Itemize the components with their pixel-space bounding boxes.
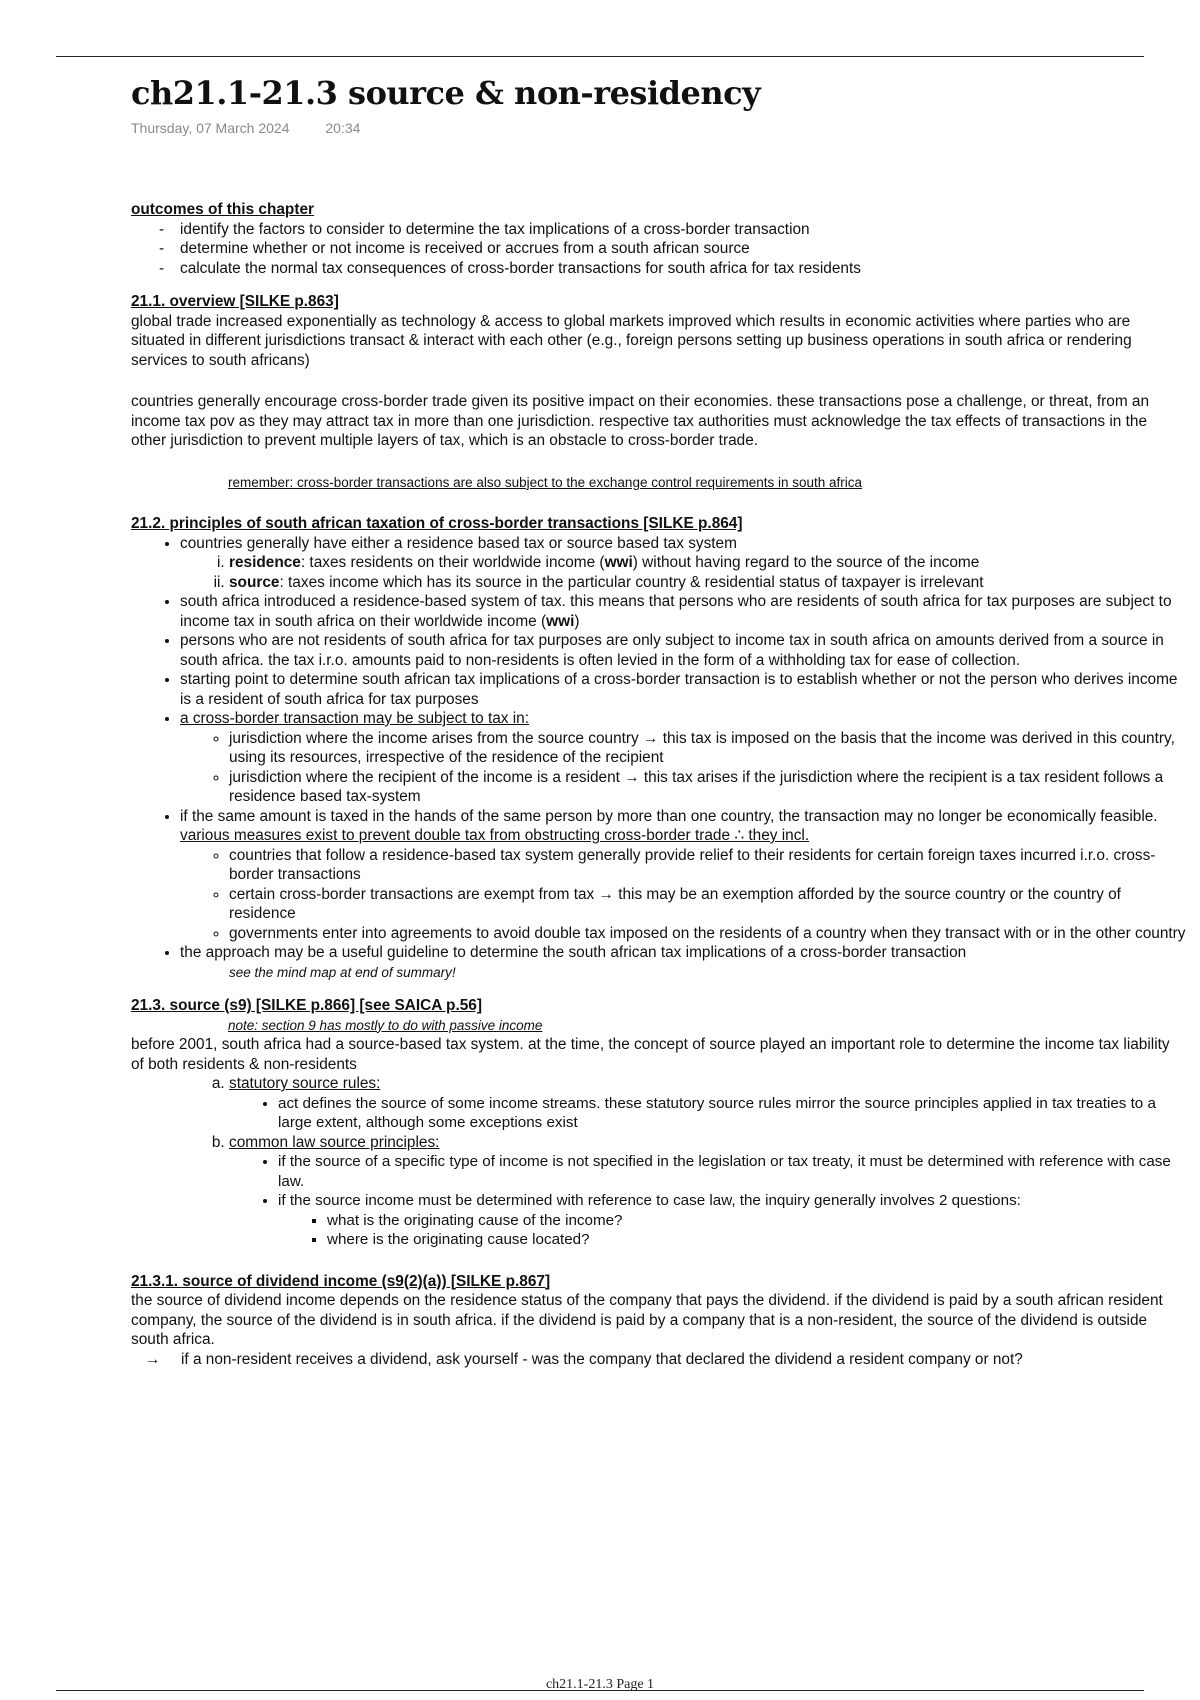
outcomes-list xyxy=(131,220,1186,279)
dividend-question: → if a non-resident receives a dividend, ask yourself - was the company that declared the dividend a resident company or not? xyxy=(145,1350,1023,1368)
list-item: ii. source: taxes income which has its source in the particular country & residential status of taxpayer is irrelevant xyxy=(229,573,1186,593)
list-item: a. statutory source rules: • act defines the source of some income streams. these statutory source rules mirror the source principles applied in tax treaties to a large extent, although some exceptions exist xyxy=(229,1074,1186,1133)
list-item: ▪ where is the originating cause located? xyxy=(327,1230,1186,1250)
list-item: - determine whether or not income is received or accrues from a south african source xyxy=(180,239,1186,259)
page-title: ch21.1-21.3 source & non-residency xyxy=(131,74,761,112)
arrow-icon: → xyxy=(145,1350,161,1368)
page-footer: ch21.1-21.3 Page 1 xyxy=(545,1677,655,1692)
list-item: • a cross-border transaction may be subject to tax in: ◦ jurisdiction where the income arises from the source country → this tax is imposed on the basis that the income was derived in this country, using its resources, irrespective of the residence of the recipient ◦ jurisdiction where the recipient of the income is a resident → this tax arises if the jurisdiction where the recipient is a tax resident follows a residence based tax-system xyxy=(180,709,1186,807)
principles-list xyxy=(131,534,1186,983)
note-body xyxy=(131,200,1186,1369)
list-item: ◦ jurisdiction where the income arises from the source country → this tax is imposed on the basis that the income was derived in this country, using its resources, irrespective of the residence of the recipient xyxy=(229,729,1186,768)
outcomes-heading: outcomes of this chapter xyxy=(131,201,315,218)
list-item: • if the source of a specific type of income is not specified in the legislation or tax treaty, it must be determined with reference with case law. xyxy=(278,1152,1186,1191)
double-tax-measures-list xyxy=(180,846,1186,944)
originating-cause-questions xyxy=(278,1211,1186,1250)
list-item: • persons who are not residents of south africa for tax purposes are only subject to income tax in south africa on amounts derived from a source in south africa. the tax i.r.o. amounts paid to non-residents is often levied in the form of a withholding tax for ease of collection. xyxy=(180,631,1186,670)
list-item: ◦ countries that follow a residence-based tax system generally provide relief to their residents for certain foreign taxes incurred i.r.o. cross-border transactions xyxy=(229,846,1186,885)
arrow-icon: → xyxy=(624,768,640,786)
arrow-icon: → xyxy=(598,885,614,903)
list-item: - calculate the normal tax consequences of cross-border transactions for south africa for tax residents xyxy=(180,259,1186,279)
list-item: • south africa introduced a residence-based system of tax. this means that persons who are residents of south africa for tax purposes are subject to income tax in south africa on their worldwide income (wwi) xyxy=(180,592,1186,631)
list-item: ▪ what is the originating cause of the income? xyxy=(327,1211,1186,1231)
page-timestamp xyxy=(131,120,392,136)
list-item: • act defines the source of some income streams. these statutory source rules mirror the source principles applied in tax treaties to a large extent, although some exceptions exist xyxy=(278,1094,1186,1133)
list-item: • if the source income must be determined with reference to case law, the inquiry generally involves 2 questions: ▪ what is the originating cause of the income? ▪ where is the originating cause located? xyxy=(278,1191,1186,1250)
jurisdiction-list xyxy=(180,729,1186,807)
dividend-paragraph: the source of dividend income depends on the residence status of the company that pays the dividend. if the dividend is paid by a south african resident company, the source of the dividend is in south africa. if the dividend is paid by a company that is a non-resident, the source of the dividend is outside south africa. xyxy=(131,1292,1163,1348)
list-item: • countries generally have either a residence based tax or source based tax system i. residence: taxes residents on their worldwide income (wwi) without having regard to the source of the income ii. source: taxes income which has its source in the particular country & residential status of taxpayer is irrelevant xyxy=(180,534,1186,593)
page-time: 20:34 xyxy=(325,120,361,136)
principles-heading: 21.2. principles of south african taxation of cross-border transactions [SILKE p.864] xyxy=(131,515,743,532)
page-date: Thursday, 07 March 2024 xyxy=(131,120,290,136)
list-item: • the approach may be a useful guideline to determine the south african tax implications of a cross-border transaction see the mind map at end of summary! xyxy=(180,943,1186,982)
see-mind-map-note: see the mind map at end of summary! xyxy=(229,964,456,980)
list-item: • if the same amount is taxed in the hands of the same person by more than one country, the transaction may no longer be economically feasible. various measures exist to prevent double tax from obstructing cross-border trade ∴ they incl. ◦ countries that follow a residence-based tax system generally provide relief to their residents for certain foreign taxes incurred i.r.o. cross-border transactions ◦ certain cross-border transactions are exempt from tax → this may be an exemption afforded by the source country or the country of residence ◦ governments enter into agreements to avoid double tax imposed on the residents of a country when they transact with or in the other country xyxy=(180,807,1186,944)
system-types-list xyxy=(180,553,1186,592)
overview-paragraph: global trade increased exponentially as technology & access to global markets improved which results in economic activities where parties who are situated in different jurisdictions transact & interact with each other (e.g., foreign persons setting up business operations in south africa or rendering services to south africans) xyxy=(131,312,1132,369)
source-note: note: section 9 has mostly to do with passive income xyxy=(228,1017,543,1033)
list-item: ◦ certain cross-border transactions are exempt from tax → this may be an exemption afforded by the source country or the country of residence xyxy=(229,885,1186,924)
source-paragraph: before 2001, south africa had a source-based tax system. at the time, the concept of source played an important role to determine the income tax liability of both residents & non-residents xyxy=(131,1036,1170,1073)
overview-paragraph: countries generally encourage cross-border trade given its positive impact on their economies. these transactions pose a challenge, or threat, from an income tax pov as they may attract tax in more than one jurisdiction. respective tax authorities must acknowledge the tax effects of transactions in the other jurisdiction to prevent multiple layers of tax, which is an obstacle to cross-border trade. xyxy=(131,393,1150,449)
bottom-rule xyxy=(56,1690,1144,1691)
source-rules-list xyxy=(131,1074,1186,1250)
list-item: • starting point to determine south african tax implications of a cross-border transaction is to establish whether or not the person who derives income is a resident of south africa for tax purposes xyxy=(180,670,1186,709)
source-heading: 21.3. source (s9) [SILKE p.866] [see SAICA p.56] xyxy=(131,997,482,1014)
top-rule xyxy=(56,56,1144,57)
dividend-heading: 21.3.1. source of dividend income (s9(2)(a)) [SILKE p.867] xyxy=(131,1272,551,1290)
remember-note: remember: cross-border transactions are also subject to the exchange control requirements in south africa xyxy=(228,474,863,490)
overview-heading: 21.1. overview [SILKE p.863] xyxy=(131,293,339,310)
list-item: b. common law source principles: • if the source of a specific type of income is not specified in the legislation or tax treaty, it must be determined with reference with case law. • if the source income must be determined with reference to case law, the inquiry generally involves 2 questions: ▪ what is the originating cause of the income? ▪ where is the originating cause located? xyxy=(229,1133,1186,1250)
arrow-icon: → xyxy=(643,729,659,747)
list-item: i. residence: taxes residents on their worldwide income (wwi) without having regard to the source of the income xyxy=(229,553,1186,573)
list-item: ◦ jurisdiction where the recipient of the income is a resident → this tax arises if the jurisdiction where the recipient is a tax resident follows a residence based tax-system xyxy=(229,768,1186,807)
list-item: ◦ governments enter into agreements to avoid double tax imposed on the residents of a country when they transact with or in the other country xyxy=(229,924,1186,944)
list-item: - identify the factors to consider to determine the tax implications of a cross-border transaction xyxy=(180,220,1186,240)
